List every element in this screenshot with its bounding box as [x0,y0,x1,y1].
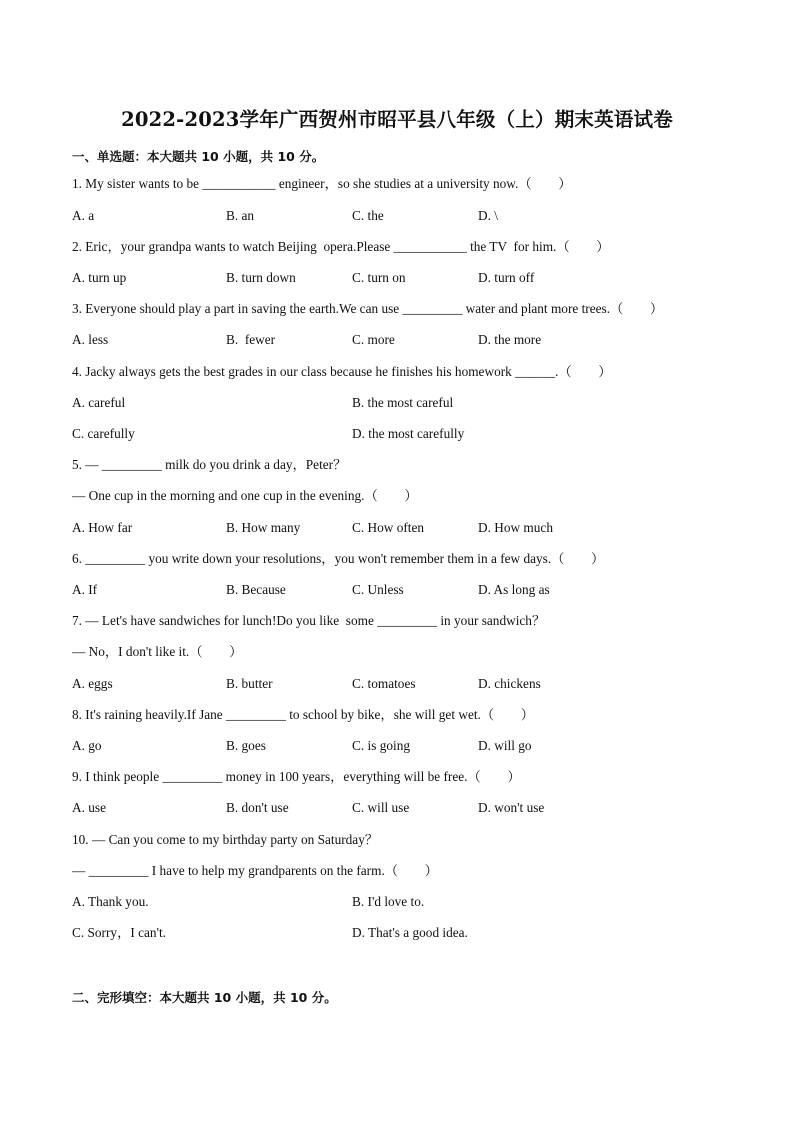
question-2-option-a: A. turn up [72,270,127,285]
question-8-option-d: D. will go [478,738,532,753]
question-6-option-c: C. Unless [352,582,404,597]
question-7-stem: 7. — Let's have sandwiches for lunch!Do you like some _________ in your sandwich？ [72,613,546,628]
question-8-option-a: A. go [72,738,102,753]
question-1-stem: 1. My sister wants to be ___________ engineer，so she studies at a university now.（ ） [72,176,572,191]
question-10-option-c: C. Sorry，I can't. [72,925,166,940]
question-9-option-b: B. don't use [226,800,289,815]
question-3-option-a: A. less [72,332,109,347]
question-8-option-c: C. is going [352,738,410,753]
question-5-stem-reply: — One cup in the morning and one cup in the evening.（ ） [72,488,418,503]
question-10-option-b: B. I'd love to. [352,894,425,909]
question-5-option-a: A. How far [72,520,133,535]
question-4-option-a: A. careful [72,395,126,410]
question-7-option-b: B. butter [226,676,273,691]
question-1-option-d: D. \ [478,208,498,223]
question-6-stem: 6. _________ you write down your resolutions，you won't remember them in a few days.（ ） [72,551,605,566]
question-4-option-c: C. carefully [72,426,135,441]
question-9-option-a: A. use [72,800,106,815]
question-7-option-a: A. eggs [72,676,113,691]
question-5-option-b: B. How many [226,520,301,535]
exam-title: 2022-2023学年广西贺州市昭平县八年级（上）期末英语试卷 [121,108,673,131]
question-8-option-b: B. goes [226,738,266,753]
question-10-stem-reply: — _________ I have to help my grandparents on the farm.（ ） [72,863,438,878]
question-4-stem: 4. Jacky always gets the best grades in our class because he finishes his homework ______.（ ） [72,364,612,379]
question-9-option-d: D. won't use [478,800,545,815]
question-1-option-c: C. the [352,208,384,223]
question-2-option-c: C. turn on [352,270,406,285]
question-3-option-c: C. more [352,332,395,347]
question-5-stem: 5. — _________ milk do you drink a day，Peter？ [72,457,347,472]
question-7-option-c: C. tomatoes [352,676,416,691]
question-1-option-b: B. an [226,208,255,223]
question-10-option-d: D. That's a good idea. [352,925,468,940]
question-5-option-d: D. How much [478,520,553,535]
question-10-option-a: A. Thank you. [72,894,149,909]
question-6-option-d: D. As long as [478,582,550,597]
question-6-option-b: B. Because [226,582,286,597]
question-1-option-a: A. a [72,208,95,223]
question-8-stem: 8. It's raining heavily.If Jane _________ to school by bike，she will get wet.（ ） [72,707,535,722]
question-4-option-b: B. the most careful [352,395,454,410]
question-4-option-d: D. the most carefully [352,426,465,441]
question-9-stem: 9. I think people _________ money in 100 years，everything will be free.（ ） [72,769,521,784]
question-7-option-d: D. chickens [478,676,541,691]
question-2-option-d: D. turn off [478,270,535,285]
question-3-option-d: D. the more [478,332,542,347]
question-7-stem-reply: — No，I don't like it.（ ） [72,644,243,659]
section-heading-cloze: 二、完形填空：本大题共 10 小题，共 10 分。 [72,990,337,1005]
question-9-option-c: C. will use [352,800,410,815]
question-2-stem: 2. Eric，your grandpa wants to watch Beijing opera.Please ___________ the TV for him.（ ） [72,239,610,254]
question-6-option-a: A. If [72,582,98,597]
question-3-stem: 3. Everyone should play a part in saving the earth.We can use _________ water and plant more trees.（ ） [72,301,664,316]
question-3-option-b: B. fewer [226,332,276,347]
question-2-option-b: B. turn down [226,270,296,285]
question-10-stem: 10. — Can you come to my birthday party on Saturday？ [72,832,379,847]
question-5-option-c: C. How often [352,520,425,535]
section-heading-single-choice: 一、单选题：本大题共 10 小题，共 10 分。 [72,149,325,164]
